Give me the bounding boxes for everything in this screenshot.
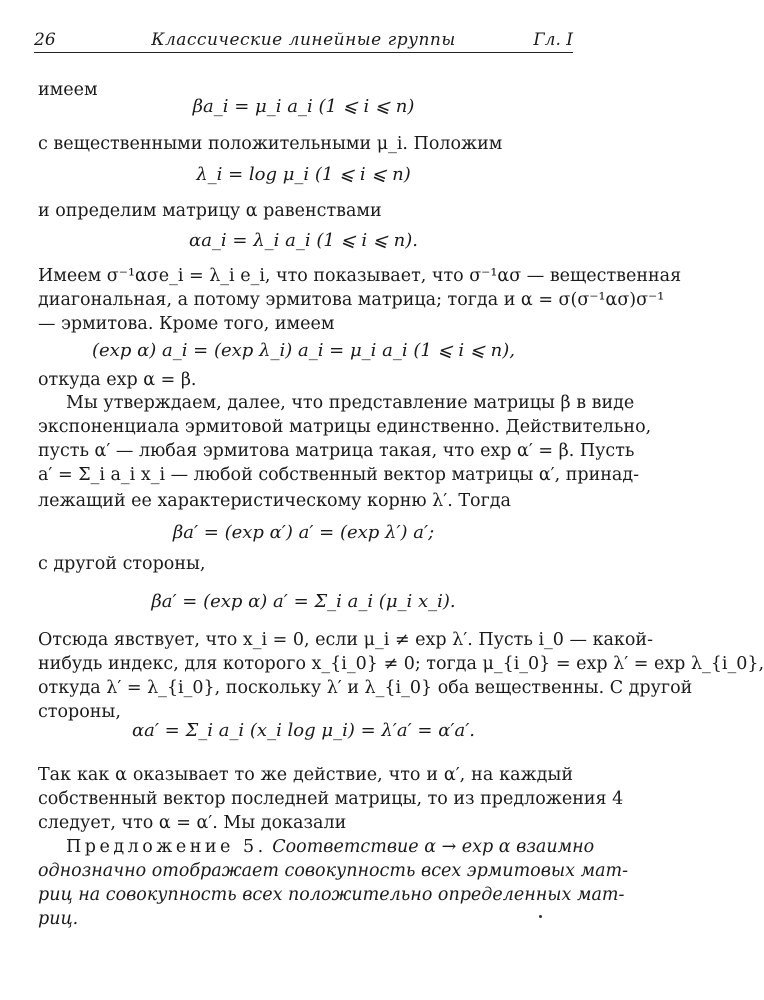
text-line: следует, что α = α′. Мы доказали [38, 813, 347, 833]
equation: αa′ = Σ_i a_i (x_i log μ_i) = λ′a′ = α′a′. [131, 720, 476, 741]
proposition-line [66, 835, 595, 859]
text-line: Мы утверждаем, далее, что представление матрицы β в виде [66, 393, 635, 413]
text-line: однозначно отображает совокупность всех эрмитовых мат- [38, 861, 629, 881]
equation: βa_i = μ_i a_i (1 ⩽ i ⩽ n) [192, 96, 415, 117]
text-line: с другой стороны, [38, 554, 206, 574]
text-line: лежащий ее характеристическому корню λ′. Тогда [38, 491, 511, 511]
print-speck [539, 915, 542, 918]
running-header [34, 28, 573, 53]
text-line: экспоненциала эрмитовой матрицы единственно. Действительно, [38, 417, 652, 437]
text-line: собственный вектор последней матрицы, то из предложения 4 [38, 789, 624, 809]
text-line: риц. [38, 909, 79, 929]
text-line: Так как α оказывает то же действие, что и α′, на каждый [38, 765, 573, 785]
text-line: стороны, [38, 702, 121, 722]
chapter-label: Гл. I [533, 30, 573, 50]
text-line: имеем [38, 80, 98, 100]
text-line: a′ = Σ_i a_i x_i — любой собственный вектор матрицы α′, принад- [38, 465, 640, 485]
text-line: диагональная, а потому эрмитова матрица; тогда и α = σ(σ⁻¹ασ)σ⁻¹ [38, 290, 665, 310]
running-title: Классические линейные группы [151, 30, 456, 50]
page-number: 26 [34, 30, 56, 50]
text-line: откуда λ′ = λ_{i_0}, поскольку λ′ и λ_{i_0} оба вещественны. С другой [38, 678, 693, 698]
equation: βa′ = (exp α′) a′ = (exp λ′) a′; [172, 522, 435, 543]
text-line: и определим матрицу α равенствами [38, 201, 382, 221]
text-line: откуда exp α = β. [38, 370, 197, 390]
text-line: Имеем σ⁻¹ασe_i = λ_i e_i, что показывает, что σ⁻¹ασ — вещественная [38, 266, 682, 286]
text-line: Отсюда явствует, что x_i = 0, если μ_i ≠ exp λ′. Пусть i_0 — какой- [38, 630, 653, 650]
equation: αa_i = λ_i a_i (1 ⩽ i ⩽ n). [189, 230, 418, 251]
proposition-label: Предложение 5. [66, 837, 267, 857]
text-line: — эрмитова. Кроме того, имеем [38, 314, 335, 334]
text-line: нибудь индекс, для которого x_{i_0} ≠ 0; тогда μ_{i_0} = exp λ′ = exp λ_{i_0}, [38, 654, 764, 674]
equation: (exp α) a_i = (exp λ_i) a_i = μ_i a_i (1 ⩽ i ⩽ n), [92, 340, 515, 361]
proposition-text: Соответствие α → exp α взаимно [272, 837, 595, 857]
equation: βa′ = (exp α) a′ = Σ_i a_i (μ_i x_i). [151, 591, 456, 612]
equation: λ_i = log μ_i (1 ⩽ i ⩽ n) [196, 164, 411, 185]
text-line: с вещественными положительными μ_i. Положим [38, 134, 503, 154]
text-line: риц на совокупность всех положительно определенных мат- [38, 885, 625, 905]
text-line: пусть α′ — любая эрмитова матрица такая, что exp α′ = β. Пусть [38, 441, 635, 461]
